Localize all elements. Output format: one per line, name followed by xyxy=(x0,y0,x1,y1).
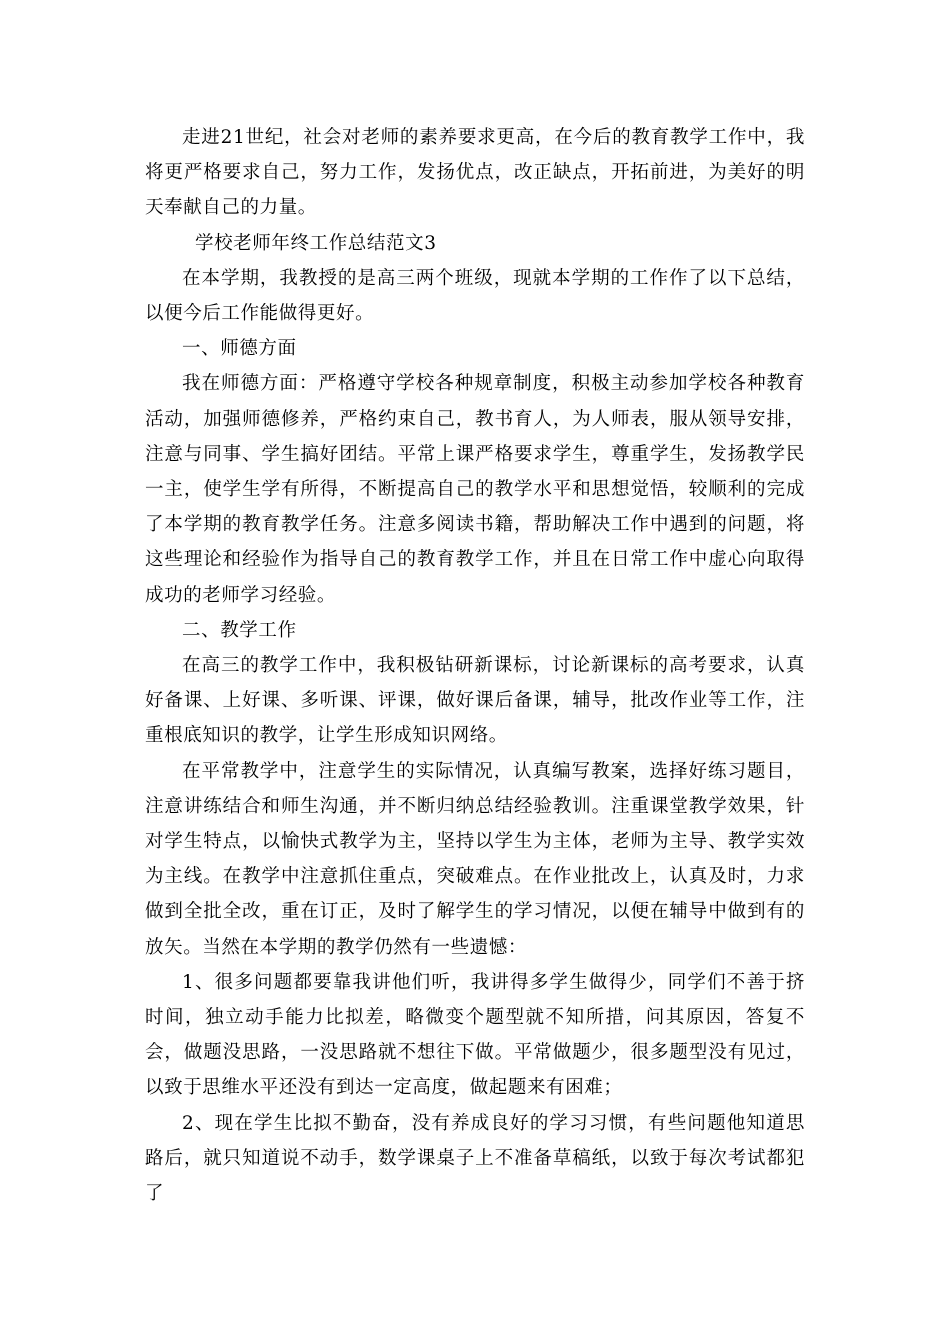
paragraph-teaching-work: 在高三的教学工作中，我积极钻研新课标，讨论新课标的高考要求，认真好备课、上好课、多听课、评课，做好课后备课，辅导，批改作业等工作，注重根底知识的教学，让学生形成知识网络。 xyxy=(145,655,805,747)
paragraph-daily-teaching: 在平常教学中，注意学生的实际情况，认真编写教案，选择好练习题目，注意讲练结合和师生沟通，并不断归纳总结经验教训。注重课堂教学效果，针对学生特点，以愉快式教学为主，坚持以学生为主体，老师为主导、教学实效为主线。在教学中注意抓住重点，突破难点。在作业批改上，认真及时，力求做到全批全改，重在订正，及时了解学生的学习情况，以便在辅导中做到有的放矢。当然在本学期的教学仍然有一些遗憾： xyxy=(145,760,805,958)
document-body xyxy=(145,120,805,1211)
paragraph-teacher-ethics: 我在师德方面：严格遵守学校各种规章制度，积极主动参加学校各种教育活动，加强师德修养，严格约束自己，教书育人，为人师表，服从领导安排，注意与同事、学生搞好团结。平常上课严格要求学生，尊重学生，发扬教学民一主，使学生学有所得，不断提高自己的教学水平和思想觉悟，较顺利的完成了本学期的教育教学任务。注意多阅读书籍，帮助解决工作中遇到的问题，将这些理论和经验作为指导自己的教育教学工作，并且在日常工作中虚心向取得成功的老师学习经验。 xyxy=(145,373,805,606)
paragraph-intro: 在本学期，我教授的是高三两个班级，现就本学期的工作作了以下总结，以便今后工作能做得更好。 xyxy=(145,267,805,325)
paragraph-regret-1: 1、很多问题都要靠我讲他们听，我讲得多学生做得少，同学们不善于挤时间，独立动手能力比拟差，略微变个题型就不知所措，问其原因，答复不会，做题没思路，一没思路就不想往下做。平常做题少，很多题型没有见过，以致于思维水平还没有到达一定高度，做起题来有困难； xyxy=(145,971,805,1099)
paragraph-regret-2: 2、现在学生比拟不勤奋，没有养成良好的学习习惯，有些问题他知道思路后，就只知道说不动手，数学课桌子上不准备草稿纸，以致于每次考试都犯了 xyxy=(145,1112,805,1205)
section-title: 学校老师年终工作总结范文3 xyxy=(195,232,437,254)
paragraph-closing: 走进21世纪，社会对老师的素养要求更高，在今后的教育教学工作中，我将更严格要求自己，努力工作，发扬优点，改正缺点，开拓前进，为美好的明天奉献自己的力量。 xyxy=(145,127,805,219)
heading-teacher-ethics: 一、师德方面 xyxy=(182,338,297,360)
heading-teaching-work: 二、教学工作 xyxy=(182,619,297,641)
